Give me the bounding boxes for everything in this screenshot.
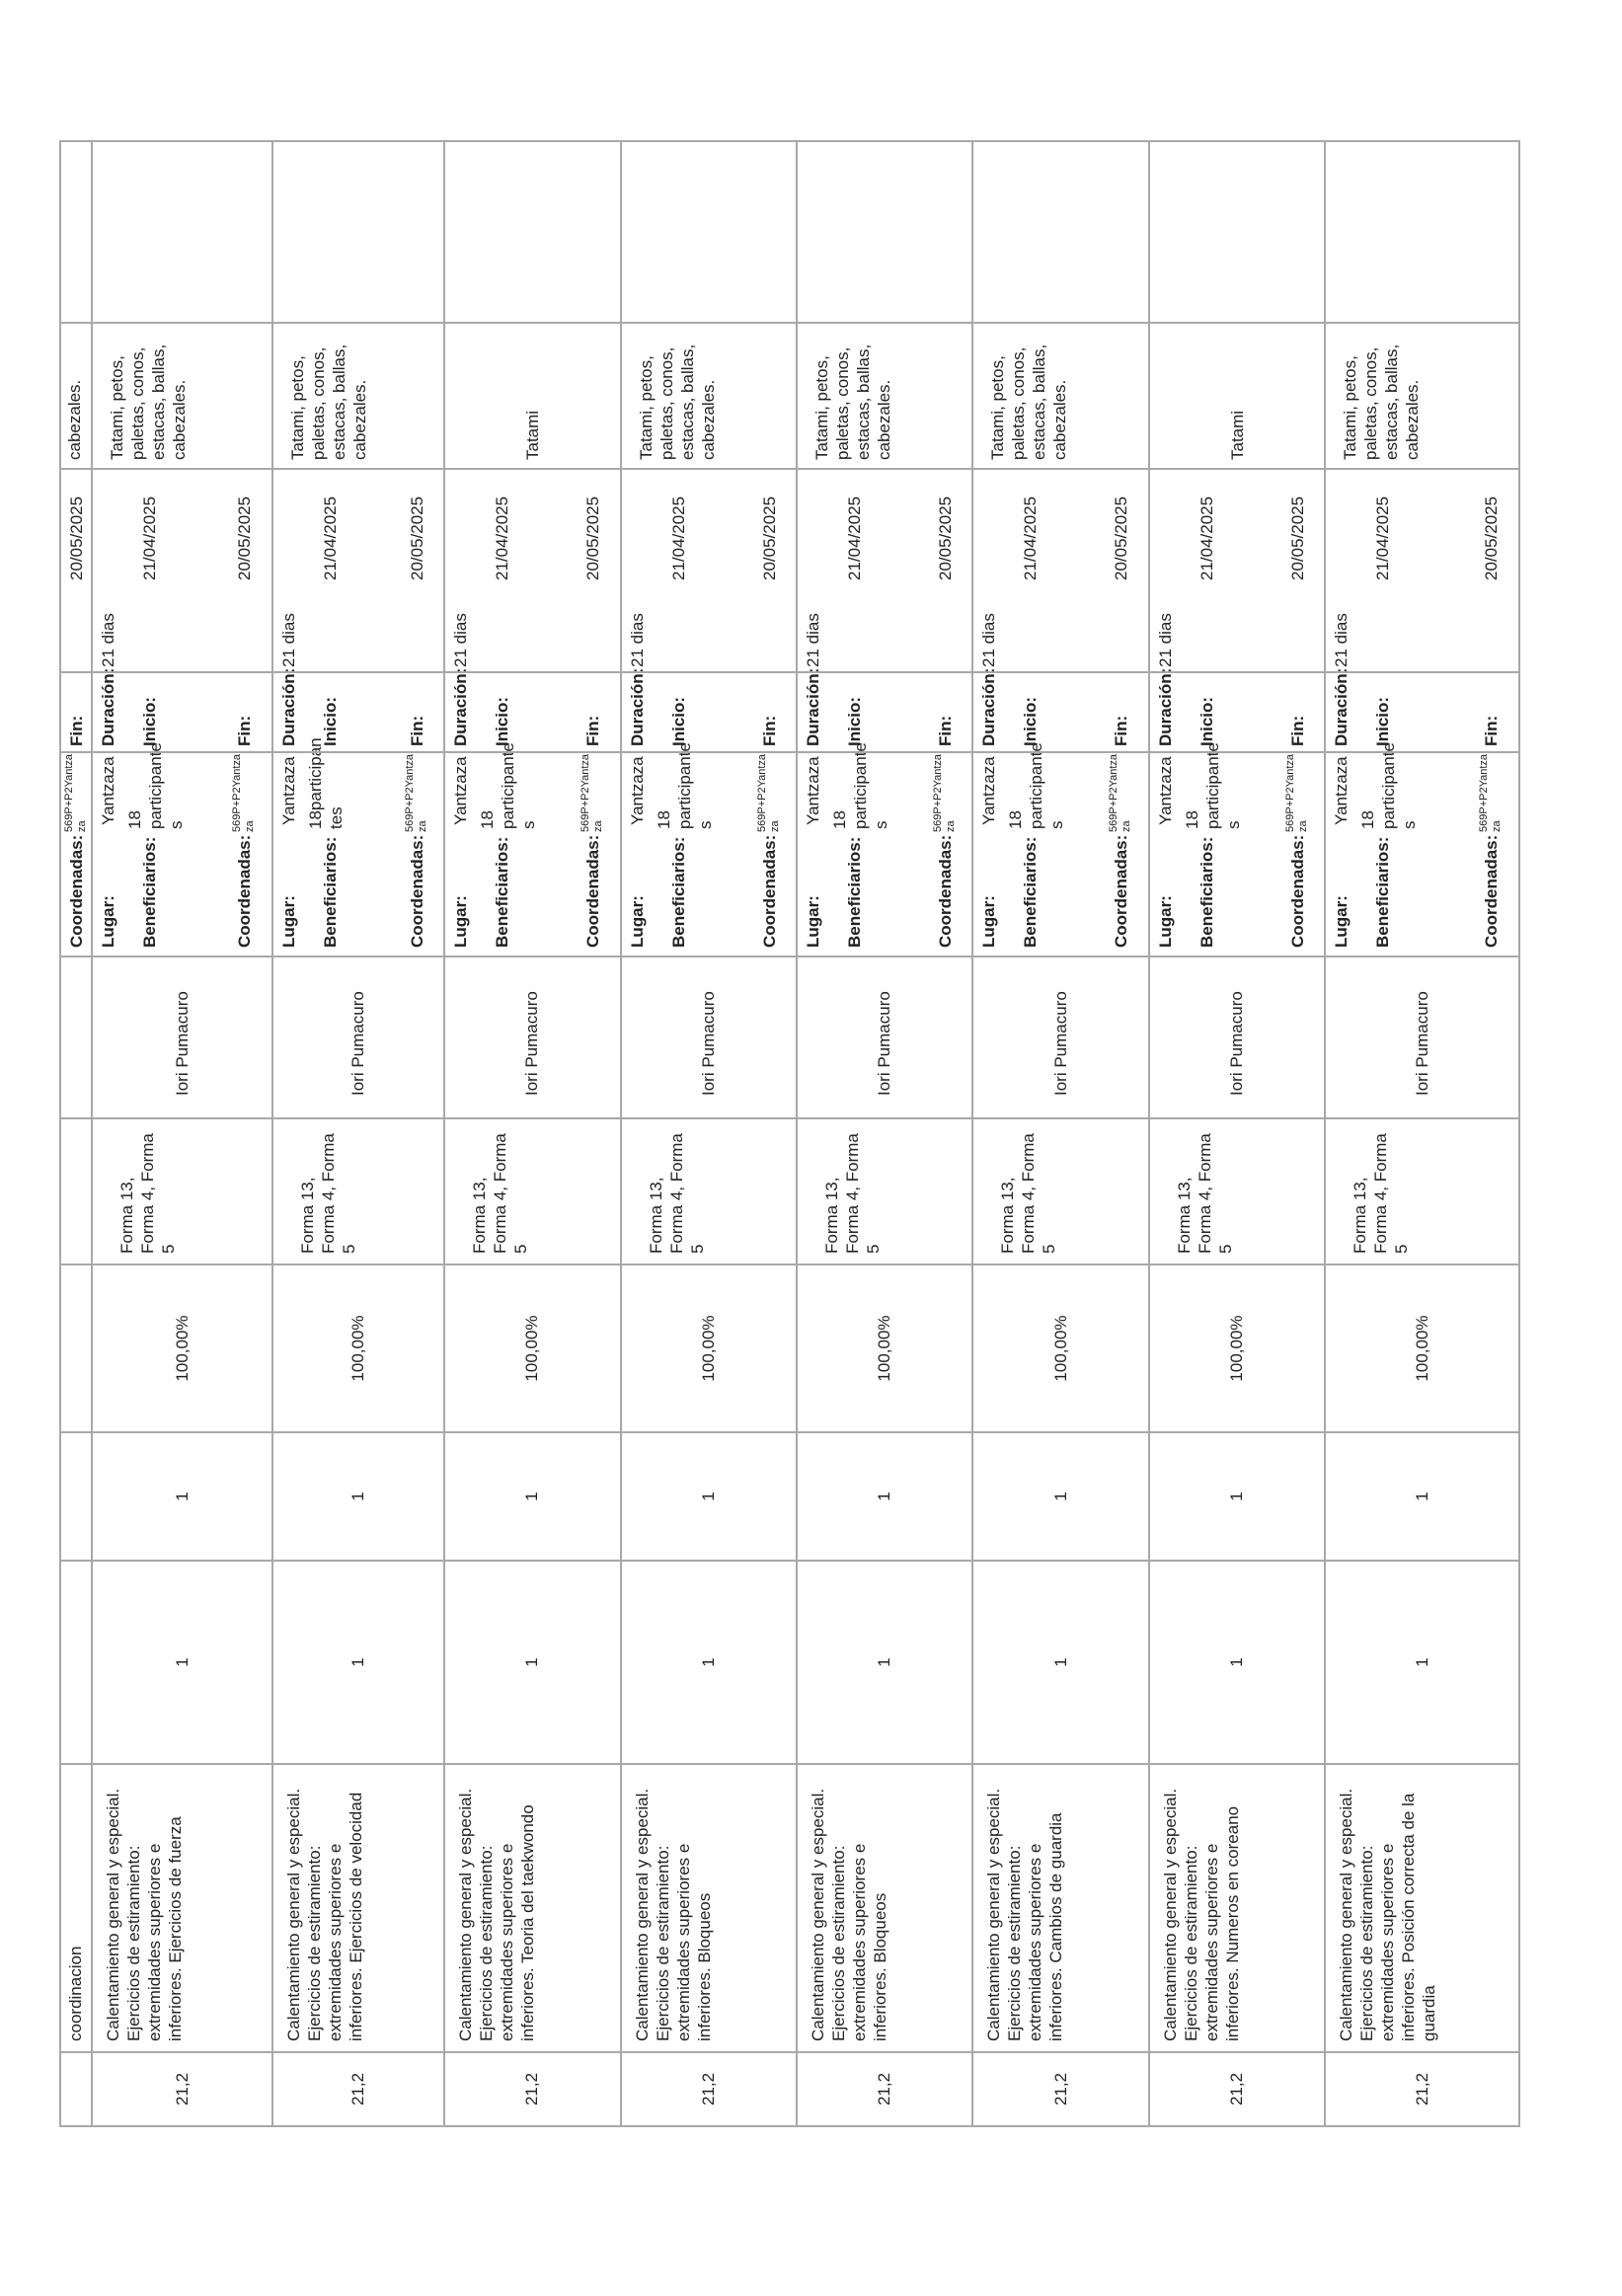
quantity-b-cell — [797, 1432, 972, 1561]
beneficiarios-label: Beneficiarios: — [1373, 836, 1393, 948]
materials-value: Tatami, petos, paletas, conos, estacas, ballas, cabezales. — [636, 344, 718, 460]
lugar-value: Yantzaza — [451, 756, 471, 825]
header-activity-cell — [60, 1764, 92, 2052]
info-block — [798, 470, 971, 956]
coordenadas-value: 569P+P2Yantza za — [403, 754, 428, 832]
coordenadas-value: 569P+P2Yantza za — [1283, 754, 1309, 832]
forms-value: Forma 13, Forma 4, Forma 5 — [646, 1133, 707, 1254]
info-block — [445, 470, 619, 956]
materials-cell — [1325, 323, 1519, 469]
duracion-value: 21 dias — [979, 613, 999, 667]
info-divider — [1326, 751, 1518, 753]
quantity-a-value: 1 — [1050, 1657, 1070, 1667]
info-cell — [797, 469, 972, 957]
info-divider — [1326, 671, 1518, 673]
quantity-a-value: 1 — [1412, 1657, 1431, 1667]
activity-cell — [797, 1764, 972, 2052]
lugar-label: Lugar: — [1155, 895, 1175, 948]
quantity-b-cell — [1325, 1432, 1519, 1561]
activity-description: Calentamiento general y especial. Ejercicios de estiramiento: extremidades superiores e inferiores. Bloqueos — [809, 1788, 890, 2041]
forms-value: Forma 13, Forma 4, Forma 5 — [470, 1133, 531, 1254]
inicio-value: 21/04/2025 — [1373, 496, 1393, 580]
info-block — [1326, 470, 1518, 956]
header-fragment-text: coordinacion — [66, 1946, 85, 2041]
quantity-a-cell — [1149, 1561, 1325, 1764]
materials-cell — [797, 323, 972, 469]
lugar-value: Yantzaza — [979, 756, 999, 825]
responsible-cell — [444, 957, 620, 1118]
info-cell — [621, 469, 797, 957]
forms-cell — [621, 1118, 797, 1264]
fin-label: Fin: — [1482, 715, 1502, 746]
header-cell — [60, 1264, 92, 1432]
inicio-value: 21/04/2025 — [668, 496, 688, 580]
duracion-label: Duración: — [627, 667, 647, 746]
fin-label: Fin: — [759, 715, 779, 746]
responsible-name: Iori Pumacuro — [698, 991, 718, 1096]
fin-value: 20/05/2025 — [936, 496, 956, 580]
forms-value: Forma 13, Forma 4, Forma 5 — [998, 1133, 1059, 1254]
materials-fragment: cabezales. — [65, 379, 84, 460]
info-block — [622, 470, 796, 956]
percent-value: 100,00% — [1412, 1315, 1431, 1382]
responsible-cell — [797, 957, 972, 1118]
coordenadas-label: Coordenadas: — [407, 834, 426, 948]
info-divider — [273, 671, 443, 673]
table-row — [92, 141, 271, 2126]
beneficiarios-label: Beneficiarios: — [320, 836, 340, 948]
quantity-a-cell — [1325, 1561, 1519, 1764]
header-cell — [60, 1561, 92, 1764]
info-divider — [1150, 671, 1324, 673]
quantity-b-cell — [972, 1432, 1148, 1561]
info-block — [273, 470, 443, 956]
activity-cell — [621, 1764, 797, 2052]
coordenadas-label: Coordenadas: — [235, 834, 255, 948]
responsible-name: Iori Pumacuro — [1227, 991, 1247, 1096]
beneficiarios-label: Beneficiarios: — [1021, 836, 1041, 948]
inicio-label: Inicio: — [1021, 696, 1041, 746]
info-divider — [273, 751, 443, 753]
fin-value: 20/05/2025 — [1112, 496, 1131, 580]
quantity-a-cell — [797, 1561, 972, 1764]
info-divider — [93, 751, 270, 753]
materials-value: Tatami, petos, paletas, conos, estacas, ballas, cabezales. — [1341, 344, 1423, 460]
info-cell — [1325, 469, 1519, 957]
activity-table — [59, 140, 1520, 2127]
inicio-label: Inicio: — [1197, 696, 1216, 746]
responsible-cell — [1325, 957, 1519, 1118]
fin-value: 20/05/2025 — [583, 496, 603, 580]
materials-cell — [92, 323, 271, 469]
row-index: 21,2 — [522, 2072, 542, 2106]
info-divider — [622, 751, 796, 753]
coordenadas-value: 569P+P2Yantza za — [63, 754, 88, 832]
quantity-a-cell — [272, 1561, 444, 1764]
info-divider — [973, 671, 1147, 673]
forms-value: Forma 13, Forma 4, Forma 5 — [1351, 1133, 1412, 1254]
fin-label: Fin: — [936, 715, 956, 746]
duracion-value: 21 dias — [804, 613, 823, 667]
row-index: 21,2 — [172, 2072, 192, 2106]
table-row — [1325, 141, 1519, 2126]
percent-cell — [1149, 1264, 1325, 1432]
fin-label: Fin: — [583, 715, 603, 746]
inicio-label: Inicio: — [668, 696, 688, 746]
beneficiarios-label: Beneficiarios: — [668, 836, 688, 948]
fin-label: Fin: — [235, 715, 255, 746]
coordenadas-value: 569P+P2Yantza za — [579, 754, 605, 832]
lugar-label: Lugar: — [1332, 895, 1352, 948]
quantity-a-cell — [621, 1561, 797, 1764]
coordenadas-value: 569P+P2Yantza za — [932, 754, 958, 832]
index-cell — [972, 2052, 1148, 2126]
fin-label: Fin: — [1112, 715, 1131, 746]
materials-cell — [621, 323, 797, 469]
beneficiarios-value: 18 participante s — [1006, 742, 1067, 829]
activity-cell — [92, 1764, 271, 2052]
lugar-value: Yantzaza — [278, 756, 298, 825]
fin-value: 20/05/2025 — [67, 496, 86, 580]
quantity-b-cell — [92, 1432, 271, 1561]
beneficiarios-value: 18 participante s — [1182, 742, 1243, 829]
materials-cell — [272, 323, 444, 469]
beneficiarios-label: Beneficiarios: — [493, 836, 512, 948]
quantity-a-cell — [92, 1561, 271, 1764]
materials-value: Tatami, petos, paletas, conos, estacas, ballas, cabezales. — [108, 344, 190, 460]
header-cell — [60, 1118, 92, 1264]
forms-cell — [1149, 1118, 1325, 1264]
duracion-label: Duración: — [1332, 667, 1352, 746]
empty-cell — [92, 141, 271, 323]
info-cell — [444, 469, 620, 957]
empty-cell — [1325, 141, 1519, 323]
duracion-value: 21 dias — [627, 613, 647, 667]
duracion-label: Duración: — [804, 667, 823, 746]
beneficiarios-value: 18 participante s — [125, 742, 187, 829]
forms-value: Forma 13, Forma 4, Forma 5 — [297, 1133, 358, 1254]
percent-value: 100,00% — [348, 1315, 368, 1382]
coordenadas-label: Coordenadas: — [936, 834, 956, 948]
percent-value: 100,00% — [698, 1315, 718, 1382]
fin-label: Fin: — [407, 715, 426, 746]
fin-value: 20/05/2025 — [407, 496, 426, 580]
header-materials-cell — [60, 323, 92, 469]
lugar-label: Lugar: — [627, 895, 647, 948]
percent-value: 100,00% — [1227, 1315, 1247, 1382]
header-last-cell — [60, 141, 92, 323]
inicio-label: Inicio: — [493, 696, 512, 746]
duracion-label: Duración: — [278, 667, 298, 746]
activity-description: Calentamiento general y especial. Ejercicios de estiramiento: extremidades superiores e inferiores. Bloqueos — [632, 1788, 714, 2041]
lugar-label: Lugar: — [278, 895, 298, 948]
beneficiarios-value: 18 participante s — [1358, 742, 1420, 829]
inicio-value: 21/04/2025 — [845, 496, 865, 580]
materials-cell — [1149, 323, 1325, 469]
responsible-cell — [92, 957, 271, 1118]
beneficiarios-value: 18 participante s — [830, 742, 891, 829]
empty-cell — [444, 141, 620, 323]
table-row — [972, 141, 1148, 2126]
responsible-name: Iori Pumacuro — [522, 991, 542, 1096]
responsible-name: Iori Pumacuro — [172, 991, 192, 1096]
quantity-b-value: 1 — [1050, 1492, 1070, 1501]
row-index: 21,2 — [348, 2072, 368, 2106]
coordenadas-label: Coordenadas: — [67, 834, 86, 948]
beneficiarios-value: 18 participante s — [654, 742, 715, 829]
coordenadas-value: 569P+P2Yantza za — [231, 754, 257, 832]
info-divider — [798, 751, 971, 753]
beneficiarios-label: Beneficiarios: — [845, 836, 865, 948]
activity-cell — [1149, 1764, 1325, 2052]
info-cell — [272, 469, 444, 957]
fin-value: 20/05/2025 — [1482, 496, 1502, 580]
responsible-cell — [972, 957, 1148, 1118]
beneficiarios-label: Beneficiarios: — [140, 836, 160, 948]
activity-description: Calentamiento general y especial. Ejercicios de estiramiento: extremidades superiores e inferiores. Numeros en coreano — [1160, 1788, 1242, 2041]
forms-value: Forma 13, Forma 4, Forma 5 — [117, 1133, 179, 1254]
materials-value: Tatami — [522, 410, 542, 460]
forms-cell — [92, 1118, 271, 1264]
empty-cell — [621, 141, 797, 323]
info-cell — [972, 469, 1148, 957]
row-index: 21,2 — [1227, 2072, 1247, 2106]
fin-value: 20/05/2025 — [235, 496, 255, 580]
inicio-value: 21/04/2025 — [320, 496, 340, 580]
materials-value: Tatami, petos, paletas, conos, estacas, ballas, cabezales. — [988, 344, 1070, 460]
table-row — [621, 141, 797, 2126]
table-row — [1149, 141, 1325, 2126]
empty-cell — [972, 141, 1148, 323]
lugar-value: Yantzaza — [804, 756, 823, 825]
duracion-label: Duración: — [979, 667, 999, 746]
lugar-label: Lugar: — [804, 895, 823, 948]
coordenadas-label: Coordenadas: — [1112, 834, 1131, 948]
row-index: 21,2 — [698, 2072, 718, 2106]
info-divider — [445, 671, 619, 673]
forms-value: Forma 13, Forma 4, Forma 5 — [822, 1133, 884, 1254]
percent-cell — [92, 1264, 271, 1432]
fin-label: Fin: — [1287, 715, 1307, 746]
duracion-value: 21 dias — [278, 613, 298, 667]
info-divider — [93, 671, 270, 673]
activity-description: Calentamiento general y especial. Ejercicios de estiramiento: extremidades superiores e inferiores. Cambios de guardia — [984, 1788, 1066, 2041]
responsible-name: Iori Pumacuro — [1050, 991, 1070, 1096]
quantity-b-cell — [444, 1432, 620, 1561]
beneficiarios-value: 18participan tes — [305, 737, 346, 829]
info-block — [973, 470, 1147, 956]
responsible-cell — [621, 957, 797, 1118]
beneficiarios-label: Beneficiarios: — [1197, 836, 1216, 948]
forms-cell — [272, 1118, 444, 1264]
table-header-fragment-row — [60, 141, 92, 2126]
quantity-b-value: 1 — [1227, 1492, 1247, 1501]
info-divider — [61, 751, 91, 753]
inicio-label: Inicio: — [320, 696, 340, 746]
percent-cell — [272, 1264, 444, 1432]
responsible-name: Iori Pumacuro — [348, 991, 368, 1096]
materials-value: Tatami — [1227, 410, 1247, 460]
forms-cell — [1325, 1118, 1519, 1264]
table-row — [797, 141, 972, 2126]
lugar-value: Yantzaza — [99, 756, 118, 825]
info-cell — [92, 469, 271, 957]
forms-value: Forma 13, Forma 4, Forma 5 — [1174, 1133, 1235, 1254]
coordenadas-label: Coordenadas: — [1482, 834, 1502, 948]
quantity-b-value: 1 — [1412, 1492, 1431, 1501]
duracion-label: Duración: — [99, 667, 118, 746]
info-divider — [61, 671, 91, 673]
percent-value: 100,00% — [172, 1315, 192, 1382]
coordenadas-value: 569P+P2Yantza za — [1478, 754, 1504, 832]
activity-description: Calentamiento general y especial. Ejercicios de estiramiento: extremidades superiores e inferiores. Ejercicios de velocidad — [283, 1788, 365, 2041]
index-cell — [92, 2052, 271, 2126]
lugar-value: Yantzaza — [1155, 756, 1175, 825]
info-divider — [798, 671, 971, 673]
responsible-name: Iori Pumacuro — [875, 991, 894, 1096]
duracion-value: 21 dias — [1155, 613, 1175, 667]
quantity-a-value: 1 — [522, 1657, 542, 1667]
fin-label: Fin: — [67, 715, 86, 746]
quantity-a-value: 1 — [1227, 1657, 1247, 1667]
empty-cell — [272, 141, 444, 323]
activity-description: Calentamiento general y especial. Ejercicios de estiramiento: extremidades superiores e inferiores. Ejercicios de fuerza — [104, 1788, 186, 2041]
inicio-label: Inicio: — [1373, 696, 1393, 746]
info-divider — [973, 751, 1147, 753]
index-cell — [272, 2052, 444, 2126]
duracion-label: Duración: — [1155, 667, 1175, 746]
header-info-block — [61, 470, 91, 956]
quantity-b-value: 1 — [172, 1492, 192, 1501]
lugar-value: Yantzaza — [1332, 756, 1352, 825]
activity-cell — [972, 1764, 1148, 2052]
responsible-cell — [1149, 957, 1325, 1118]
responsible-name: Iori Pumacuro — [1412, 991, 1431, 1096]
index-cell — [444, 2052, 620, 2126]
header-cell — [60, 1432, 92, 1561]
info-divider — [445, 751, 619, 753]
percent-cell — [1325, 1264, 1519, 1432]
lugar-label: Lugar: — [99, 895, 118, 948]
inicio-value: 21/04/2025 — [140, 496, 160, 580]
quantity-b-value: 1 — [698, 1492, 718, 1501]
info-divider — [622, 671, 796, 673]
table-row — [272, 141, 444, 2126]
header-cell — [60, 957, 92, 1118]
forms-cell — [972, 1118, 1148, 1264]
materials-value: Tatami, petos, paletas, conos, estacas, ballas, cabezales. — [812, 344, 894, 460]
index-cell — [621, 2052, 797, 2126]
empty-cell — [1149, 141, 1325, 323]
index-cell — [797, 2052, 972, 2126]
duracion-label: Duración: — [451, 667, 471, 746]
inicio-label: Inicio: — [845, 696, 865, 746]
forms-cell — [797, 1118, 972, 1264]
forms-cell — [444, 1118, 620, 1264]
quantity-b-value: 1 — [875, 1492, 894, 1501]
activity-description: Calentamiento general y especial. Ejercicios de estiramiento: extremidades superiores e inferiores. Posición correcta de la guardia — [1337, 1788, 1439, 2041]
quantity-a-cell — [972, 1561, 1148, 1764]
quantity-a-value: 1 — [875, 1657, 894, 1667]
quantity-b-value: 1 — [522, 1492, 542, 1501]
percent-cell — [444, 1264, 620, 1432]
info-divider — [1150, 751, 1324, 753]
inicio-value: 21/04/2025 — [1021, 496, 1041, 580]
materials-cell — [444, 323, 620, 469]
lugar-value: Yantzaza — [627, 756, 647, 825]
quantity-b-cell — [1149, 1432, 1325, 1561]
coordenadas-value: 569P+P2Yantza za — [1108, 754, 1133, 832]
info-cell — [1149, 469, 1325, 957]
duracion-value: 21 dias — [1332, 613, 1352, 667]
empty-cell — [797, 141, 972, 323]
lugar-label: Lugar: — [451, 895, 471, 948]
percent-value: 100,00% — [875, 1315, 894, 1382]
materials-value: Tatami, petos, paletas, conos, estacas, ballas, cabezales. — [287, 344, 369, 460]
quantity-b-value: 1 — [348, 1492, 368, 1501]
duracion-value: 21 dias — [99, 613, 118, 667]
coordenadas-label: Coordenadas: — [759, 834, 779, 948]
responsible-cell — [272, 957, 444, 1118]
materials-cell — [972, 323, 1148, 469]
percent-cell — [621, 1264, 797, 1432]
coordenadas-label: Coordenadas: — [583, 834, 603, 948]
duracion-value: 21 dias — [451, 613, 471, 667]
table-row — [444, 141, 620, 2126]
inicio-value: 21/04/2025 — [493, 496, 512, 580]
activity-cell — [1325, 1764, 1519, 2052]
row-index: 21,2 — [1412, 2072, 1431, 2106]
info-block — [1150, 470, 1324, 956]
quantity-b-cell — [272, 1432, 444, 1561]
row-index: 21,2 — [1050, 2072, 1070, 2106]
quantity-a-value: 1 — [348, 1657, 368, 1667]
beneficiarios-value: 18 participante s — [478, 742, 539, 829]
inicio-label: Inicio: — [140, 696, 160, 746]
info-block — [93, 470, 270, 956]
coordenadas-label: Coordenadas: — [1287, 834, 1307, 948]
header-info-cell — [60, 469, 92, 957]
percent-cell — [972, 1264, 1148, 1432]
header-index-cell — [60, 2052, 92, 2126]
fin-value: 20/05/2025 — [759, 496, 779, 580]
coordenadas-value: 569P+P2Yantza za — [755, 754, 781, 832]
quantity-a-value: 1 — [172, 1657, 192, 1667]
index-cell — [1149, 2052, 1325, 2126]
fin-value: 20/05/2025 — [1287, 496, 1307, 580]
quantity-a-cell — [444, 1561, 620, 1764]
percent-value: 100,00% — [522, 1315, 542, 1382]
activity-cell — [272, 1764, 444, 2052]
quantity-b-cell — [621, 1432, 797, 1561]
lugar-label: Lugar: — [979, 895, 999, 948]
inicio-value: 21/04/2025 — [1197, 496, 1216, 580]
index-cell — [1325, 2052, 1519, 2126]
percent-cell — [797, 1264, 972, 1432]
quantity-a-value: 1 — [698, 1657, 718, 1667]
row-index: 21,2 — [875, 2072, 894, 2106]
activity-cell — [444, 1764, 620, 2052]
activity-description: Calentamiento general y especial. Ejercicios de estiramiento: extremidades superiores e inferiores. Teoria del taekwondo — [456, 1788, 538, 2041]
percent-value: 100,00% — [1050, 1315, 1070, 1382]
